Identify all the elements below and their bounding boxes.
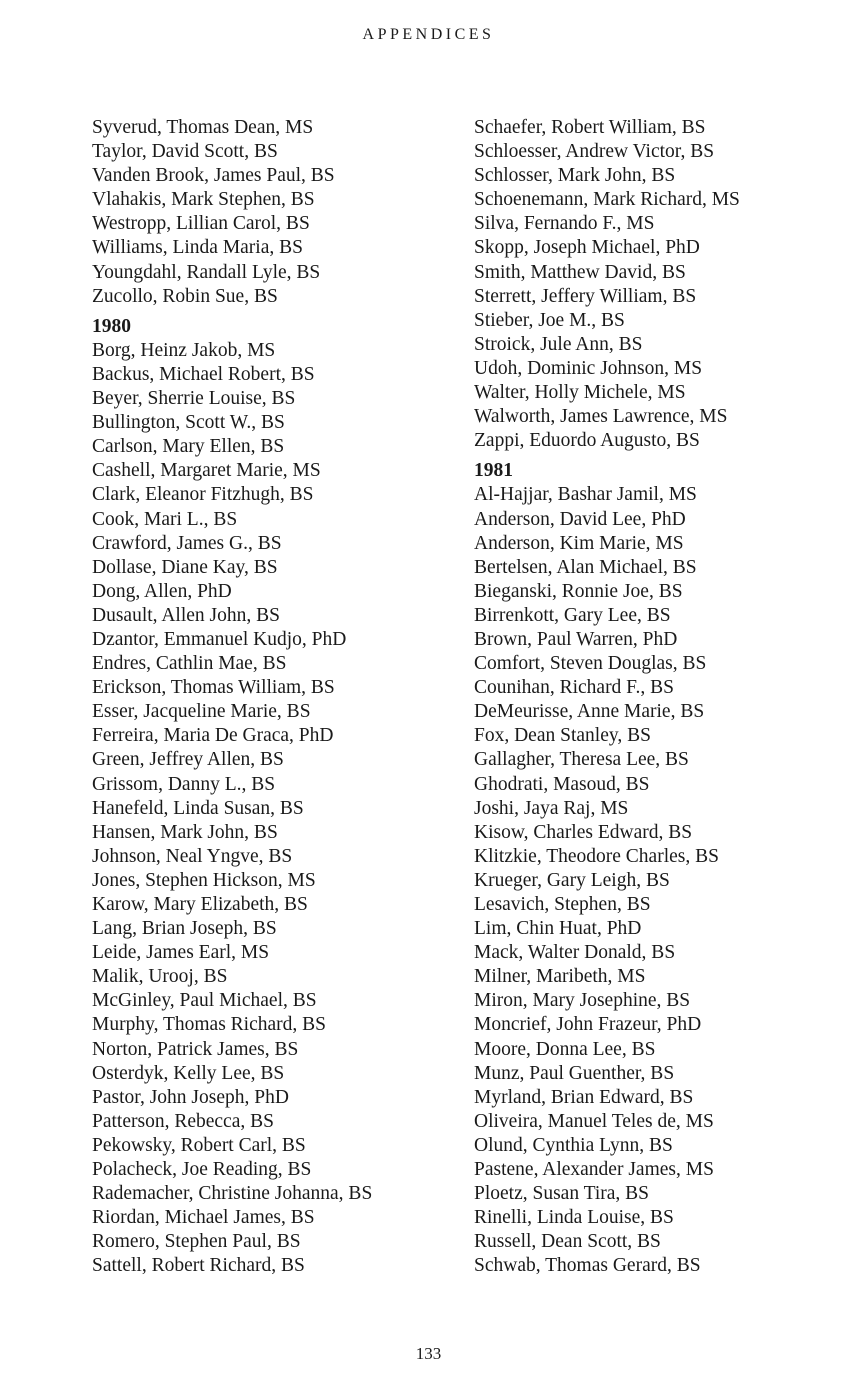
list-item: Pastene, Alexander James, MS	[474, 1159, 714, 1181]
list-item: McGinley, Paul Michael, BS	[92, 990, 317, 1012]
list-item: Lesavich, Stephen, BS	[474, 894, 651, 915]
list-item: Olund, Cynthia Lynn, BS	[474, 1134, 673, 1156]
list-item: Gallagher, Theresa Lee, BS	[474, 749, 689, 771]
list-item: Jones, Stephen Hickson, MS	[92, 869, 316, 891]
list-item: Green, Jeffrey Allen, BS	[92, 749, 284, 771]
list-item: DeMeurisse, Anne Marie, BS	[474, 701, 705, 723]
list-item: Schoenemann, Mark Richard, MS	[474, 189, 740, 211]
list-item: Pekowsky, Robert Carl, BS	[92, 1134, 306, 1156]
list-item: Cashell, Margaret Marie, MS	[92, 460, 321, 482]
list-item: Murphy, Thomas Richard, BS	[92, 1014, 326, 1036]
list-item: Ghodrati, Masoud, BS	[474, 773, 650, 795]
list-item: Malik, Urooj, BS	[92, 966, 228, 988]
list-item: Williams, Linda Maria, BS	[92, 237, 303, 259]
list-item: Vanden Brook, James Paul, BS	[92, 165, 335, 187]
running-head: APPENDICES	[362, 26, 495, 43]
list-item: Schlosser, Mark John, BS	[474, 165, 676, 187]
list-item: Walworth, James Lawrence, MS	[474, 406, 728, 428]
list-item: Dollase, Diane Kay, BS	[92, 556, 278, 578]
lead-list	[92, 116, 452, 309]
list-item: Riordan, Michael James, BS	[92, 1207, 315, 1229]
list-item: Munz, Paul Guenther, BS	[474, 1062, 675, 1084]
list-item: Skopp, Joseph Michael, PhD	[474, 237, 700, 259]
list-item: Karow, Mary Elizabeth, BS	[92, 894, 308, 915]
list-item: Norton, Patrick James, BS	[92, 1038, 299, 1060]
list-item: Lang, Brian Joseph, BS	[92, 918, 277, 940]
list-item: Cook, Mari L., BS	[92, 508, 238, 530]
list-item: Hansen, Mark John, BS	[92, 821, 278, 843]
list-item: Crawford, James G., BS	[92, 532, 282, 554]
list-item: Clark, Eleanor Fitzhugh, BS	[92, 484, 314, 506]
list-item: Hanefeld, Linda Susan, BS	[92, 797, 304, 819]
year-heading: 1980	[92, 315, 131, 337]
list-item: Vlahakis, Mark Stephen, BS	[92, 189, 315, 211]
list-item: Fox, Dean Stanley, BS	[474, 725, 651, 747]
page-number: 133	[415, 1344, 442, 1363]
list-item: Syverud, Thomas Dean, MS	[92, 117, 314, 138]
list-item: Udoh, Dominic Johnson, MS	[474, 357, 703, 379]
list-item: Leide, James Earl, MS	[92, 942, 270, 964]
list-item: Sattell, Robert Richard, BS	[92, 1255, 305, 1277]
list-item: Krueger, Gary Leigh, BS	[474, 869, 670, 891]
list-item: Moncrief, John Frazeur, PhD	[474, 1014, 702, 1036]
list-item: Stroick, Jule Ann, BS	[474, 333, 643, 355]
list-item: Myrland, Brian Edward, BS	[474, 1086, 694, 1108]
list-item: Taylor, David Scott, BS	[92, 141, 278, 163]
list-item: Smith, Matthew David, BS	[474, 261, 686, 283]
year-list	[92, 339, 452, 1279]
list-item: Grissom, Danny L., BS	[92, 773, 276, 795]
list-item: Lim, Chin Huat, PhD	[474, 918, 642, 940]
list-item: Beyer, Sherrie Louise, BS	[92, 388, 296, 410]
list-item: Rinelli, Linda Louise, BS	[474, 1207, 674, 1229]
list-item: Sterrett, Jeffery William, BS	[474, 285, 697, 307]
list-item: Zappi, Eduordo Augusto, BS	[474, 430, 700, 452]
list-item: Johnson, Neal Yngve, BS	[92, 845, 293, 867]
list-item: Borg, Heinz Jakob, MS	[92, 339, 276, 361]
list-item: Carlson, Mary Ellen, BS	[92, 436, 285, 458]
list-item: Birrenkott, Gary Lee, BS	[474, 604, 671, 626]
list-item: Schloesser, Andrew Victor, BS	[474, 141, 715, 163]
list-item: Dusault, Allen John, BS	[92, 604, 280, 626]
list-item: Walter, Holly Michele, MS	[474, 382, 686, 404]
list-item: Polacheck, Joe Reading, BS	[92, 1159, 312, 1181]
list-item: Dzantor, Emmanuel Kudjo, PhD	[92, 628, 347, 650]
list-item: Youngdahl, Randall Lyle, BS	[92, 261, 321, 283]
list-item: Backus, Michael Robert, BS	[92, 363, 315, 385]
list-item: Moore, Donna Lee, BS	[474, 1038, 656, 1060]
list-item: Bieganski, Ronnie Joe, BS	[474, 580, 683, 602]
list-item: Kisow, Charles Edward, BS	[474, 821, 693, 843]
list-item: Zucollo, Robin Sue, BS	[92, 285, 278, 307]
list-item: Westropp, Lillian Carol, BS	[92, 213, 310, 235]
list-item: Endres, Cathlin Mae, BS	[92, 653, 287, 675]
list-item: Oliveira, Manuel Teles de, MS	[474, 1110, 714, 1132]
list-item: Schwab, Thomas Gerard, BS	[474, 1255, 701, 1277]
list-item: Anderson, Kim Marie, MS	[474, 532, 684, 554]
list-item: Counihan, Richard F., BS	[474, 677, 674, 699]
list-item: Bertelsen, Alan Michael, BS	[474, 556, 697, 578]
list-item: Joshi, Jaya Raj, MS	[474, 797, 629, 819]
list-item: Pastor, John Joseph, PhD	[92, 1086, 289, 1108]
list-item: Esser, Jacqueline Marie, BS	[92, 701, 311, 723]
list-item: Schaefer, Robert William, BS	[474, 117, 706, 138]
list-item: Comfort, Steven Douglas, BS	[474, 653, 707, 675]
list-item: Anderson, David Lee, PhD	[474, 508, 686, 530]
list-item: Patterson, Rebecca, BS	[92, 1110, 274, 1132]
list-item: Romero, Stephen Paul, BS	[92, 1231, 301, 1253]
lead-list	[474, 116, 844, 453]
list-item: Brown, Paul Warren, PhD	[474, 628, 678, 650]
list-item: Stieber, Joe M., BS	[474, 309, 625, 331]
list-item: Mack, Walter Donald, BS	[474, 942, 676, 964]
list-item: Silva, Fernando F., MS	[474, 213, 655, 235]
list-item: Bullington, Scott W., BS	[92, 412, 285, 434]
list-item: Milner, Maribeth, MS	[474, 966, 646, 988]
list-item: Al-Hajjar, Bashar Jamil, MS	[474, 484, 697, 506]
list-item: Dong, Allen, PhD	[92, 580, 232, 602]
list-item: Klitzkie, Theodore Charles, BS	[474, 845, 719, 867]
year-list	[474, 483, 844, 1278]
list-item: Erickson, Thomas William, BS	[92, 677, 335, 699]
list-item: Russell, Dean Scott, BS	[474, 1231, 661, 1253]
left-column	[92, 116, 452, 1279]
list-item: Rademacher, Christine Johanna, BS	[92, 1183, 373, 1205]
list-item: Ferreira, Maria De Graca, PhD	[92, 725, 334, 747]
list-item: Ploetz, Susan Tira, BS	[474, 1183, 649, 1205]
list-item: Osterdyk, Kelly Lee, BS	[92, 1062, 285, 1084]
year-heading: 1981	[474, 460, 513, 482]
right-column	[474, 116, 844, 1279]
list-item: Miron, Mary Josephine, BS	[474, 990, 691, 1012]
